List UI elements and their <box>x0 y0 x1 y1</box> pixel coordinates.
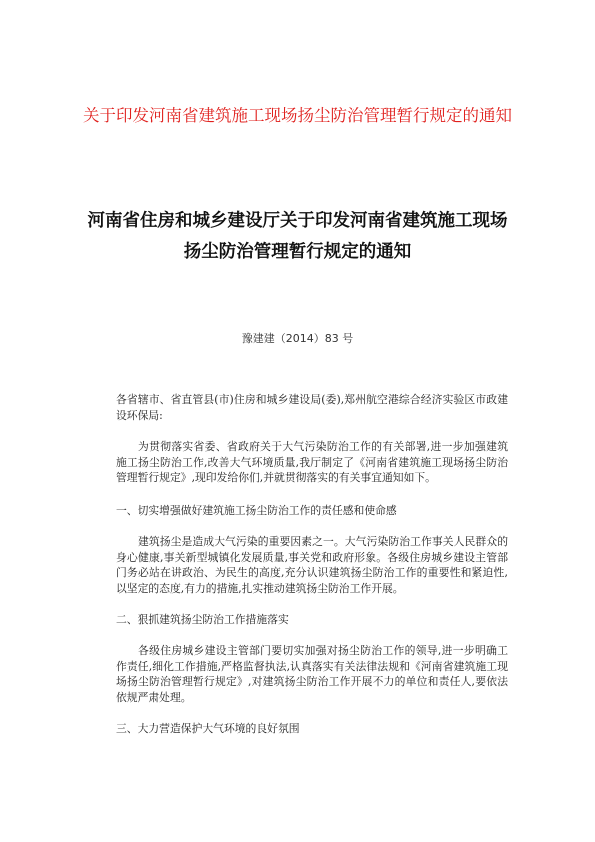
document-number: 豫建建（2014）83 号 <box>241 332 354 345</box>
section-1-heading: 一、切实增强做好建筑施工扬尘防治工作的责任感和使命感 <box>116 504 397 517</box>
section-1-body: 建筑扬尘是造成大气污染的重要因素之一。大气污染防治工作事关人民群众的身心健康,事关新型城镇化发展质量,事关党和政府形象。各级住房城乡建设主管部门务必站在讲政治、为民生的高度,充分认识建筑扬尘防治工作的重要性和紧迫性,以坚定的态度,有力的措施,扎实推动建筑扬尘防治工作开展。 <box>116 535 508 595</box>
section-3-heading: 三、大力营造保护大气环境的良好氛围 <box>116 722 300 735</box>
addressee: 各省辖市、省直管县(市)住房和城乡建设局(委),郑州航空港综合经济实验区市政建设环保局: <box>116 393 508 422</box>
section-2-heading: 二、狠抓建筑扬尘防治工作措施落实 <box>116 613 289 626</box>
main-title: 河南省住房和城乡建设厅关于印发河南省建筑施工现场扬尘防治管理暂行规定的通知 <box>87 211 508 262</box>
intro-paragraph: 为贯彻落实省委、省政府关于大气污染防治工作的有关部署,进一步加强建筑施工扬尘防治工作,改善大气环境质量,我厅制定了《河南省建筑施工现场扬尘防治管理暂行规定》,现印发给你们,并就贯彻落实的有关事宜通知如下。 <box>116 440 508 484</box>
red-title: 关于印发河南省建筑施工现场扬尘防治管理暂行规定的通知 <box>83 106 512 125</box>
section-2-body: 各级住房城乡建设主管部门要切实加强对扬尘防治工作的领导,进一步明确工作责任,细化工作措施,严格监督执法,认真落实有关法律法规和《河南省建筑施工现场扬尘防治管理暂行规定》,对建筑扬尘防治工作开展不力的单位和责任人,要依法依规严肃处理。 <box>116 644 508 704</box>
